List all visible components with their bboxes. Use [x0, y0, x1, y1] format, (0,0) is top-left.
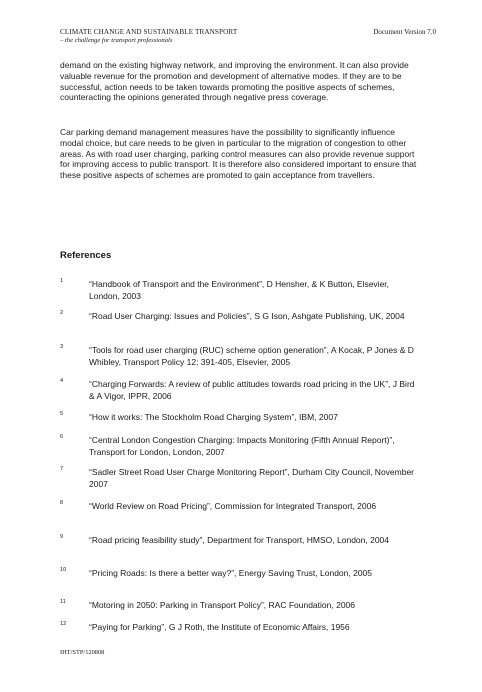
references-heading: References: [60, 250, 112, 261]
reference-item: [60, 622, 422, 634]
document-subtitle: – the challenge for transport professionals: [60, 37, 173, 44]
reference-item: [60, 345, 422, 369]
reference-text: “Charging Forwards: A review of public attitudes towards road pricing in the UK”, J Bird & A Vigor, IPPR, 2006: [89, 379, 415, 401]
reference-item: [60, 600, 422, 612]
reference-number: 3: [60, 344, 64, 350]
body-paragraph: demand on the existing highway network, and improving the environment. It can also provide valuable revenue for the promotion and development of alternative modes. If they are to be successful, action needs to be taken towards promoting the positive aspects of schemes, counteracting the opinions generated through negative press coverage.: [60, 60, 409, 103]
reference-text: “Motoring in 2050: Parking in Transport Policy”, RAC Foundation, 2006: [89, 600, 355, 610]
reference-item: [60, 435, 422, 459]
reference-number: 2: [60, 310, 64, 316]
reference-text: “How it works: The Stockholm Road Charging System”, IBM, 2007: [89, 412, 338, 422]
reference-number: 1: [60, 278, 64, 284]
body-paragraph: Car parking demand management measures have the possibility to significantly influence modal choice, but care needs to be given in particular to the migration of congestion to other areas. As with road user charging, parking control measures can also provide revenue support for improving access to public transport. It is therefore also considered important to ensure that these positive aspects of schemes are promoted to gain acceptance from travellers.: [60, 127, 417, 181]
reference-number: 10: [60, 567, 67, 573]
reference-number: 4: [60, 378, 64, 384]
reference-text: “Tools for road user charging (RUC) scheme option generation”, A Kocak, P Jones & D Whibley, Transport Policy 12: 391-405, Elsevier, 2005: [89, 345, 414, 367]
reference-text: “Road User Charging: Issues and Policies”, S G Ison, Ashgate Publishing, UK, 2004: [89, 311, 405, 321]
document-version: Document Version 7.0: [373, 28, 436, 36]
reference-number: 8: [60, 500, 64, 506]
reference-text: “Paying for Parking”, G J Roth, the Institute of Economic Affairs, 1956: [89, 622, 350, 632]
reference-text: “Road pricing feasibility study”, Department for Transport, HMSO, London, 2004: [89, 535, 390, 545]
reference-item: [60, 412, 422, 424]
document-title: CLIMATE CHANGE AND SUSTAINABLE TRANSPORT: [60, 28, 238, 36]
reference-number: 6: [60, 434, 64, 440]
reference-item: [60, 311, 422, 323]
reference-text: “World Review on Road Pricing”, Commission for Integrated Transport, 2006: [89, 501, 377, 511]
reference-item: [60, 279, 422, 303]
reference-number: 7: [60, 466, 64, 472]
reference-number: 11: [60, 599, 66, 605]
reference-item: [60, 379, 422, 403]
footer-code: IHT/STP/120808: [60, 649, 105, 656]
reference-text: “Handbook of Transport and the Environment”, D Hensher, & K Button, Elsevier, London, 2003: [89, 279, 390, 301]
reference-number: 5: [60, 411, 64, 417]
reference-item: [60, 501, 422, 513]
reference-item: [60, 467, 422, 491]
reference-text: “Sadler Street Road User Charge Monitoring Report”, Durham City Council, November 2007: [89, 467, 415, 489]
reference-text: “Central London Congestion Charging: Impacts Monitoring (Fifth Annual Report)”, Transport for London, London, 2007: [89, 435, 395, 457]
reference-number: 12: [60, 621, 67, 627]
reference-text: “Pricing Roads: Is there a better way?”, Energy Saving Trust, London, 2005: [89, 568, 373, 578]
page-header: [60, 28, 436, 44]
reference-item: [60, 535, 422, 547]
reference-number: 9: [60, 534, 64, 540]
reference-item: [60, 568, 422, 580]
